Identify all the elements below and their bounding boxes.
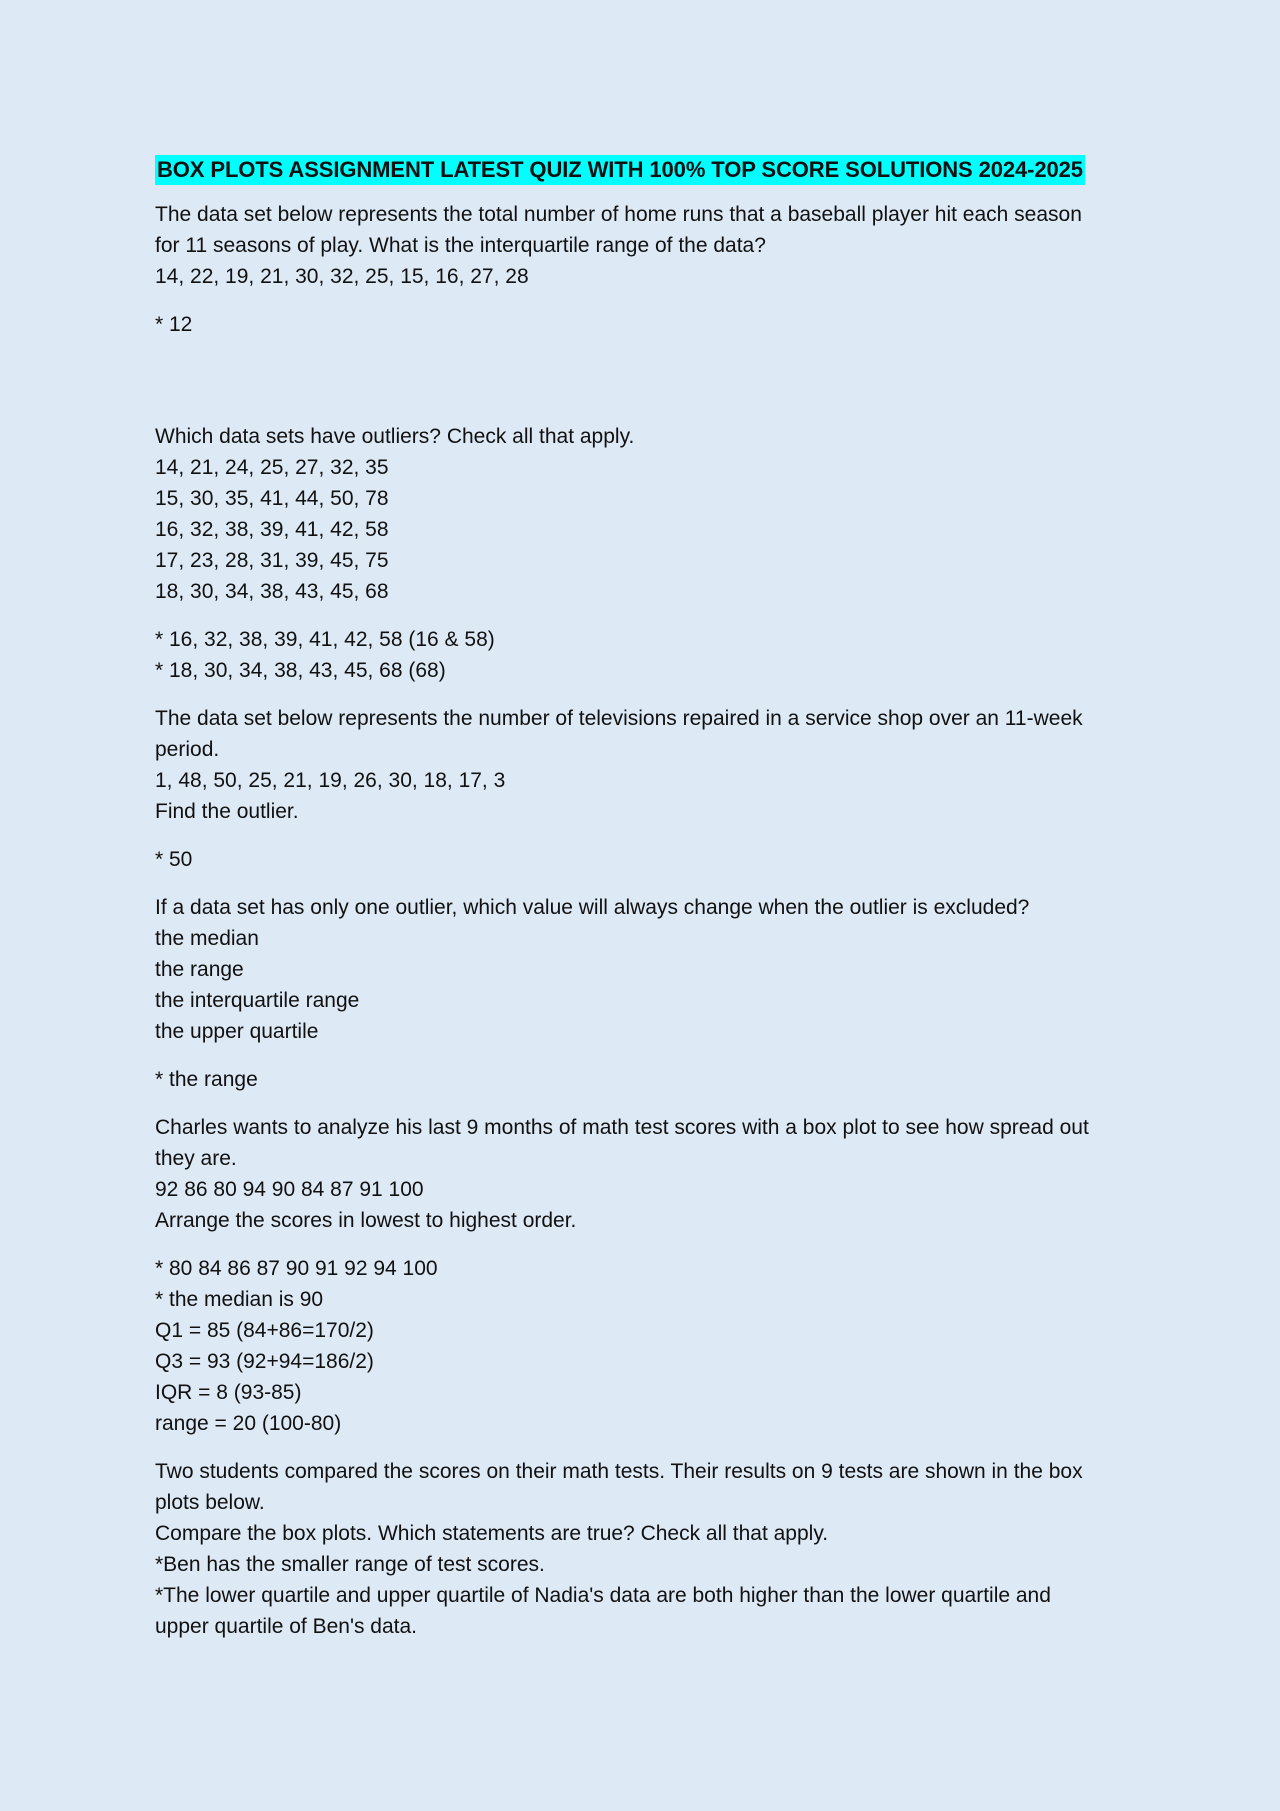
q2-option: 18, 30, 34, 38, 43, 45, 68 [155, 580, 389, 603]
q4-option: the range [155, 958, 244, 981]
q6-question-line-1: Two students compared the scores on their math tests. Their results on 9 tests are shown in the box [155, 1460, 1083, 1483]
q6-prompt: Compare the box plots. Which statements are true? Check all that apply. [155, 1522, 829, 1545]
q5-question-line-2: they are. [155, 1147, 237, 1170]
q6-answer: *Ben has the smaller range of test scores. [155, 1553, 545, 1576]
question-5 [155, 1112, 1140, 1439]
q5-answer: range = 20 (100-80) [155, 1412, 342, 1435]
q1-question-line-2: for 11 seasons of play. What is the interquartile range of the data? [155, 234, 766, 257]
q2-question: Which data sets have outliers? Check all that apply. [155, 425, 635, 448]
q1-question-line-1: The data set below represents the total number of home runs that a baseball player hit each season [155, 203, 1082, 226]
q5-prompt: Arrange the scores in lowest to highest order. [155, 1209, 577, 1232]
q5-data: 92 86 80 94 90 84 87 91 100 [155, 1178, 424, 1201]
q5-answer: * the median is 90 [155, 1288, 324, 1311]
q3-prompt: Find the outlier. [155, 800, 299, 823]
q3-answer: * 50 [155, 848, 193, 871]
q2-answer: * 18, 30, 34, 38, 43, 45, 68 (68) [155, 659, 446, 682]
q6-answer-line-2: upper quartile of Ben's data. [155, 1615, 418, 1638]
question-3 [155, 703, 1140, 875]
q1-data: 14, 22, 19, 21, 30, 32, 25, 15, 16, 27, 28 [155, 265, 529, 288]
q2-option: 14, 21, 24, 25, 27, 32, 35 [155, 456, 389, 479]
q4-option: the upper quartile [155, 1020, 319, 1043]
q4-question: If a data set has only one outlier, which value will always change when the outlier is excluded? [155, 896, 1030, 919]
question-2 [155, 421, 1140, 686]
q5-answer: Q3 = 93 (92+94=186/2) [155, 1350, 374, 1373]
title-row [155, 155, 1140, 185]
q5-answer: IQR = 8 (93-85) [155, 1381, 302, 1404]
q5-answer: * 80 84 86 87 90 91 92 94 100 [155, 1257, 438, 1280]
question-6 [155, 1456, 1140, 1642]
q4-option: the median [155, 927, 259, 950]
q1-answer: * 12 [155, 313, 193, 336]
question-1 [155, 199, 1140, 340]
document-title: BOX PLOTS ASSIGNMENT LATEST QUIZ WITH 100% TOP SCORE SOLUTIONS 2024-2025 [155, 155, 1085, 185]
q3-data: 1, 48, 50, 25, 21, 19, 26, 30, 18, 17, 3 [155, 769, 506, 792]
q4-option: the interquartile range [155, 989, 360, 1012]
q3-question-line-1: The data set below represents the number of televisions repaired in a service shop over an 11-week [155, 707, 1083, 730]
q2-option: 17, 23, 28, 31, 39, 45, 75 [155, 549, 389, 572]
q4-answer: * the range [155, 1068, 258, 1091]
q2-answer: * 16, 32, 38, 39, 41, 42, 58 (16 & 58) [155, 628, 495, 651]
q5-question-line-1: Charles wants to analyze his last 9 months of math test scores with a box plot to see how spread out [155, 1116, 1089, 1139]
q2-option: 15, 30, 35, 41, 44, 50, 78 [155, 487, 389, 510]
q6-answer-line-1: *The lower quartile and upper quartile of Nadia's data are both higher than the lower quartile and [155, 1584, 1051, 1607]
q3-question-line-2: period. [155, 738, 220, 761]
q6-question-line-2: plots below. [155, 1491, 265, 1514]
question-4 [155, 892, 1140, 1095]
q5-answer: Q1 = 85 (84+86=170/2) [155, 1319, 374, 1342]
q2-option: 16, 32, 38, 39, 41, 42, 58 [155, 518, 389, 541]
